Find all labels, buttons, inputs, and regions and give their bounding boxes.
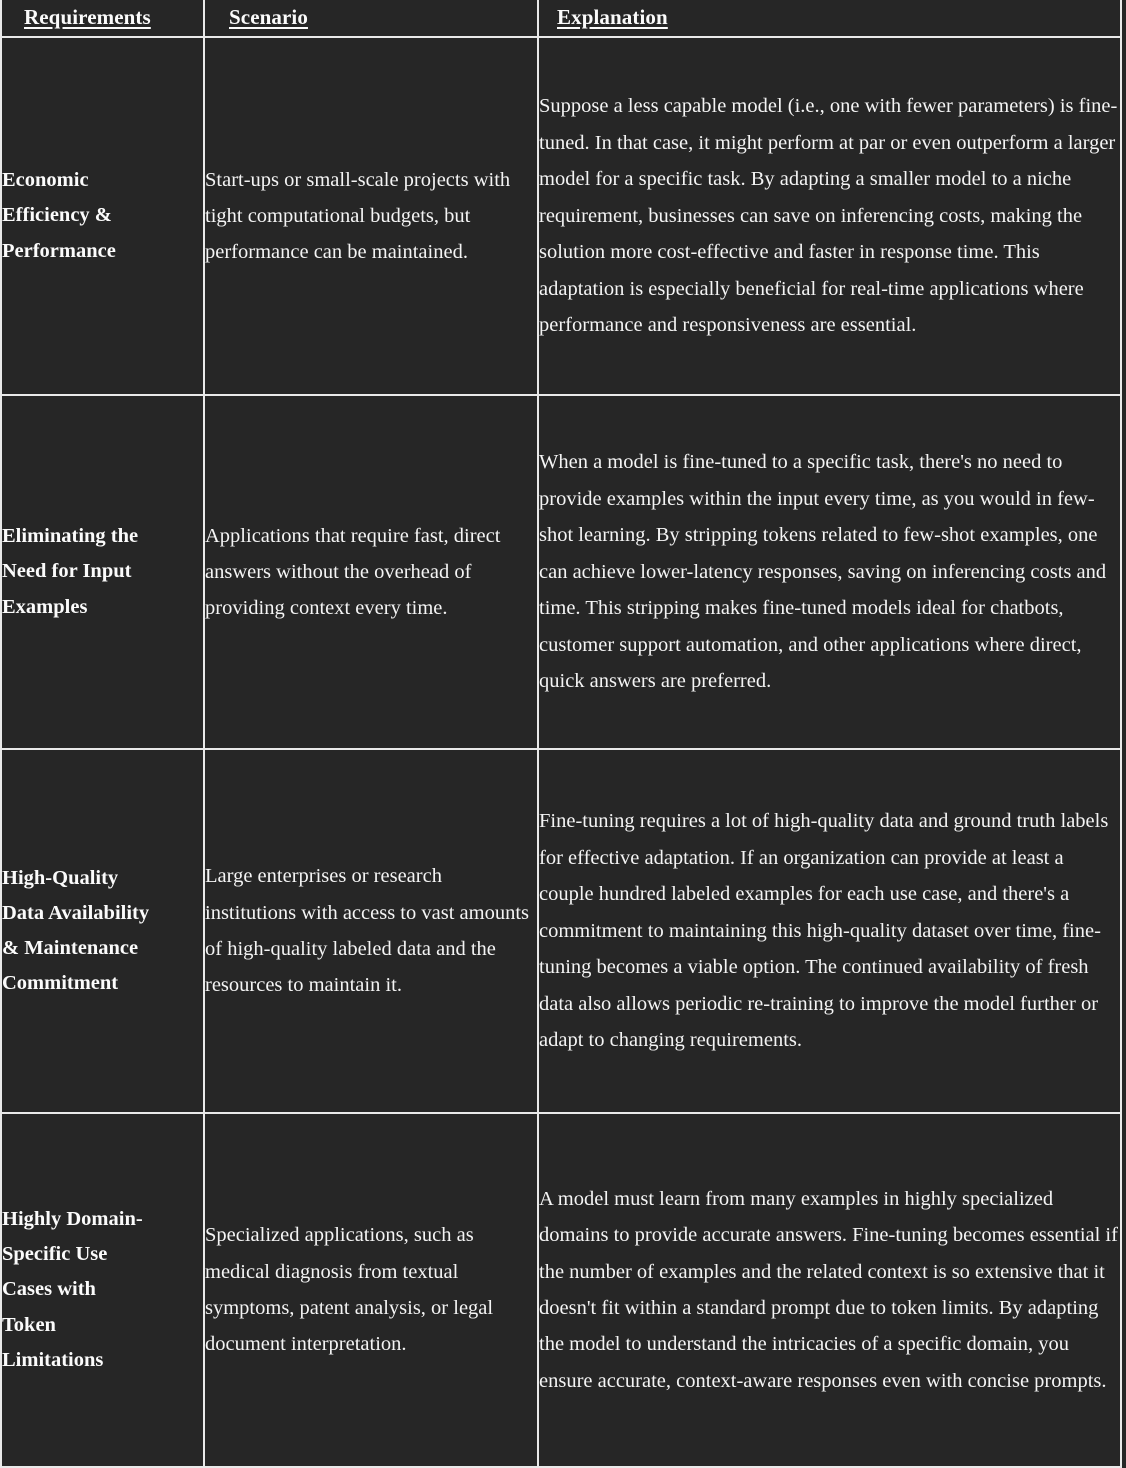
cell-scenario — [204, 395, 538, 749]
column-header-scenario — [204, 0, 538, 37]
cell-scenario — [204, 1113, 538, 1467]
scenario-text: Large enterprises or research institutions with access to vast amounts of high-quality labeled data and the resources to maintain it. — [205, 865, 529, 997]
explanation-text: Fine-tuning requires a lot of high-quality data and ground truth labels for effective adaptation. If an organization can provide at least a couple hundred labeled examples for each use case, and there's a commitment to maintaining this high-quality dataset over time, fine-tuning becomes a viable option. The continued availability of fresh data also allows periodic re-training to improve the model further or adapt to changing requirements. — [539, 810, 1109, 1052]
table-row — [1, 1113, 1121, 1467]
cell-explanation — [538, 37, 1121, 395]
cell-requirement — [1, 395, 204, 749]
scenario-text: Applications that require fast, direct answers without the overhead of providing context every time. — [205, 524, 501, 620]
cell-requirement — [1, 749, 204, 1113]
requirement-label: High-Quality Data Availability & Maintenance Commitment — [2, 866, 150, 995]
requirement-label: Economic Efficiency & Performance — [2, 169, 116, 262]
explanation-text: Suppose a less capable model (i.e., one with fewer parameters) is fine-tuned. In that case, it might perform at par or even outperform a larger model for a specific task. By adapting a smaller model to a niche requirement, businesses can save on inferencing costs, making the solution more cost-effective and faster in response time. This adaptation is especially beneficial for real-time applications where performance and responsiveness are essential. — [539, 95, 1118, 337]
cell-scenario — [204, 749, 538, 1113]
explanation-text: A model must learn from many examples in highly specialized domains to provide accurate answers. Fine-tuning becomes essential if the number of examples and the related context is so extensive that it doesn't fit within a standard prompt due to token limits. By adapting the model to understand the intricacies of a specific domain, you ensure accurate, context-aware responses even with concise prompts. — [539, 1187, 1118, 1392]
column-header-explanation-label: Explanation — [557, 5, 668, 29]
cell-requirement — [1, 37, 204, 395]
cell-explanation — [538, 749, 1121, 1113]
requirement-label: Highly Domain-Specific Use Cases with Token Limitations — [2, 1207, 143, 1371]
table-row — [1, 395, 1121, 749]
scenario-text: Start-ups or small-scale projects with tight computational budgets, but performance can be maintained. — [205, 168, 511, 264]
cell-explanation — [538, 395, 1121, 749]
table-row — [1, 749, 1121, 1113]
table-header — [1, 0, 1121, 37]
cell-scenario — [204, 37, 538, 395]
table-row — [1, 37, 1121, 395]
column-header-requirements-label: Requirements — [24, 5, 151, 29]
column-header-scenario-label: Scenario — [229, 5, 308, 29]
cell-explanation — [538, 1113, 1121, 1467]
table-body — [1, 37, 1121, 1467]
explanation-text: When a model is fine-tuned to a specific task, there's no need to provide examples within the input every time, as you would in few-shot learning. By stripping tokens related to few-shot examples, one can achieve lower-latency responses, saving on inferencing costs and time. This stripping makes fine-tuned models ideal for chatbots, customer support automation, and other applications where direct, quick answers are preferred. — [539, 451, 1107, 693]
table-header-row — [1, 0, 1121, 37]
column-header-requirements — [1, 0, 204, 37]
column-header-explanation — [538, 0, 1121, 37]
requirement-label: Eliminating the Need for Input Examples — [2, 525, 139, 618]
scenario-text: Specialized applications, such as medical diagnosis from textual symptoms, patent analysis, or legal document interpretation. — [205, 1224, 494, 1356]
cell-requirement — [1, 1113, 204, 1467]
